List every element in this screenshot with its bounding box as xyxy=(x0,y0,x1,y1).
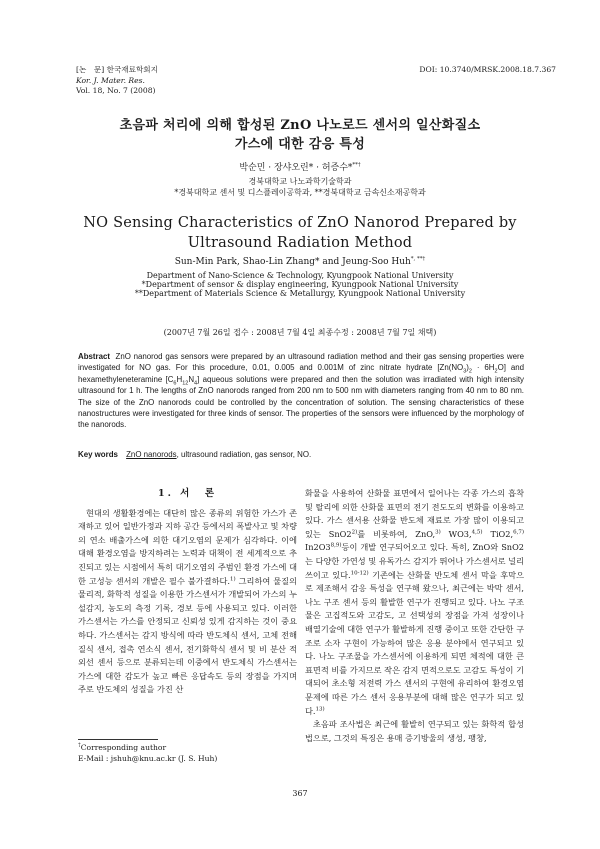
abstract-sub: 6 xyxy=(173,380,177,387)
footnote-line1: Corresponding author xyxy=(80,743,167,752)
paragraph-text: 화물을 사용하여 산화물 표면에서 일어나는 각종 가스의 흡착 및 탈리에 의한 산화물 표면의 전기 전도도의 변화를 이용하고 있다. 가스 센서용 산화물 반도체 재료로 가장 많이 이용되고 있는 SnO2 xyxy=(305,488,524,539)
abstract-sub: 4 xyxy=(194,380,198,387)
keywords-rest: , ultrasound radiation, gas sensor, NO. xyxy=(176,450,312,459)
keywords xyxy=(78,450,524,459)
journal-name-en: Kor. J. Mater. Res. xyxy=(76,75,145,85)
citation: 10-12) xyxy=(350,569,369,576)
affiliation-english-1: Department of Nano-Science & Technology, Kyungpook National University xyxy=(146,271,454,280)
paragraph: 초음파 조사법은 최근에 활발히 연구되고 있는 화학적 합성법으로, 그것의 특징은 용매 증기방울의 생성, 팽창, xyxy=(305,719,524,743)
abstract xyxy=(78,351,524,431)
authors-korean-marks: **† xyxy=(352,162,361,168)
paragraph-text: 그리하여 물질의 물리적, 화학적 성질을 이용한 가스센서가 개발되어 가스의 누설감지, 농도의 측정 기록, 경보 등에 사용되고 있다. 이러한 가스센서는 가스를 안정되고 신뢰성 있게 감지하는 것이 중요하다. 가스센서는 감지 방식에 따라 반도체식 센서, 고체 전해질식 센서, 접촉 연소식 센서, 전기화학식 센서 및 비 분산 적외선 센서 등으로 분류되는데 이중에서 반도체식 가스센서는 가스에 대한 감도가 높고 빠른 응답속도 등의 장점을 가지며 주로 반도체의 성질을 가진 산 xyxy=(78,575,297,695)
paragraph xyxy=(78,507,297,697)
body-right-column xyxy=(305,487,524,745)
abstract-text-2: ) xyxy=(466,363,469,373)
paragraph-text: WO3, xyxy=(440,528,472,539)
journal-volume: Vol. 18, No. 7 (2008) xyxy=(76,86,156,95)
submission-dates: (2007년 7월 26일 접수 : 2008년 7월 4일 최종수정 : 2008년 7월 7일 채택) xyxy=(163,328,437,337)
paragraph-text: TiO2, xyxy=(482,528,514,539)
citation: 8,9) xyxy=(330,542,342,549)
section-title-introduction: 1. 서 론 xyxy=(157,488,218,499)
abstract-sub: 2 xyxy=(468,368,472,375)
page-number: 367 xyxy=(292,789,308,798)
authors-korean-names: 박순민 · 장샤오린* · 허증수* xyxy=(239,163,353,173)
abstract-text-4: O] and hexamethyleneteramine [C xyxy=(78,363,524,384)
abstract-label: Abstract xyxy=(78,352,111,361)
citation: 2) xyxy=(351,529,358,536)
body-left-column xyxy=(78,487,297,697)
authors-english-names: Sun-Min Park, Shao-Lin Zhang* and Jeung-Soo Huh xyxy=(174,257,411,267)
title-korean xyxy=(40,116,560,154)
footnote xyxy=(78,742,297,764)
title-korean-line2: 가스에 대한 감응 특성 xyxy=(234,137,366,152)
abstract-sub: 2 xyxy=(494,368,498,375)
keyword-first: ZnO nanorods xyxy=(126,450,177,459)
paragraph-text: 현대의 생활환경에는 대단히 많은 종류의 위험한 가스가 존재하고 있어 일반가정과 지하 공간 등에서의 폭발사고 및 차량의 연소 배출가스에 의한 대기오염의 문제가 심각하다. 이에 대해 환경오염을 방지하려는 노력과 대책이 전 세계적으로 추진되고 있는 시점에서 특히 대기오염의 주범인 환경 가스에 대한 고성능 센서의 개발은 필수 불가결하다. xyxy=(78,507,297,586)
footnote-email: E-Mail : jshuh@knu.ac.kr (J. S. Huh) xyxy=(78,754,218,763)
title-english xyxy=(40,214,560,253)
journal-info xyxy=(76,65,158,97)
footnote-mark: † xyxy=(78,742,81,749)
citation: 3) xyxy=(435,529,441,536)
authors-english xyxy=(40,257,560,298)
journal-name-kr: [논 문] 한국재료학회지 xyxy=(76,65,158,74)
affiliation-korean-1: 경북대학교 나노과학기술학과 xyxy=(248,177,352,186)
abstract-text-6: N xyxy=(188,374,195,384)
paragraph xyxy=(305,487,524,718)
title-english-line2: Ultrasound Radiation Method xyxy=(187,234,413,251)
abstract-sub: 3 xyxy=(463,368,467,375)
abstract-sub: 12 xyxy=(182,380,189,387)
affiliation-english-2: *Department of sensor & display engineering, Kyungpook National University xyxy=(141,280,459,289)
keywords-label: Key words xyxy=(78,450,118,459)
paragraph-text: 등이 개발 연구되어오고 있다. 특히, ZnO와 SnO2는 다양한 가연성 및 유독가스 감지가 뛰어나 가스센서로 널리 쓰이고 있다. xyxy=(305,542,524,580)
title-english-line1: NO Sensing Characteristics of ZnO Nanorod Prepared by xyxy=(83,215,517,231)
title-korean-line1: 초음파 처리에 의해 합성된 ZnO 나노로드 센서의 일산화질소 xyxy=(119,118,481,133)
authors-korean xyxy=(40,160,560,198)
affiliation-korean-2: *경북대학교 센서 및 디스플레이공학과, **경북대학교 금속신소재공학과 xyxy=(174,188,426,197)
paragraph-text: 기존에는 산화물 반도체 센서 막을 후막으로 제조해서 감응 특성을 연구해 왔으나, 최근에는 박막 센서, 나노 구조 센서 등의 활발한 연구가 진행되고 있다. 나노 구조물은 고집적도와 고감도, 고 선택성의 장점을 가져 성장이나 배열기술에 대한 연구가 활발하게 진행 중이고 또한 간단한 구조로 소자 구현이 가능하여 많은 응용 분야에서 연구되고 있다. 나노 구조물을 가스센서에 이용하게 되면 체적에 대한 큰 표면적 비를 가지므로 작은 감지 면적으로도 고감도 특성이 기대되어 초소형 저전력 가스 센서의 구현에 유리하여 환경오염 문제에 따른 가스 센서 응용부분에 대해 많은 연구가 되고 있다. xyxy=(305,569,524,716)
paragraph-text: 를 비롯하여, ZnO, xyxy=(357,528,436,539)
abstract-text-3: · 6H xyxy=(471,363,495,373)
citation: 4,5) xyxy=(471,529,483,536)
abstract-text-1: ZnO nanorod gas sensors were prepared by an ultrasound radiation method and their gas sensing properties were investigated for NO gas. For this procedure, 0.01, 0.005 and 0.001M of zinc nitrate hydrate [Zn(NO xyxy=(78,352,524,373)
citation: 13) xyxy=(315,705,325,712)
citation: 6,7) xyxy=(513,529,524,536)
abstract-text-7: ] aqueous solutions were prepared and then the solution was irradiated with high intensity ultrasound for 1 h. The lengths of ZnO nanorods ranged from 200 nm to 500 nm with diameters ranging from 40 nm to 80 nm. The size of the ZnO nanorods could be controlled by the concentration of solution. The sensing characteristics of these nanostructures were investigated for three kinds of sensor. The properties of the sensors were influenced by the morphology of the nanorods. xyxy=(78,374,524,430)
authors-english-marks: *, **† xyxy=(410,256,426,262)
affiliation-english-3: **Department of Materials Science & Metallurgy, Kyungpook National University xyxy=(134,289,466,298)
citation: 1) xyxy=(230,575,236,582)
abstract-text-5: H xyxy=(176,374,183,384)
footnote-rule xyxy=(78,739,158,740)
paragraph-text: In2O3 xyxy=(305,542,331,553)
doi: DOI: 10.3740/MRSK.2008.18.7.367 xyxy=(419,65,556,74)
